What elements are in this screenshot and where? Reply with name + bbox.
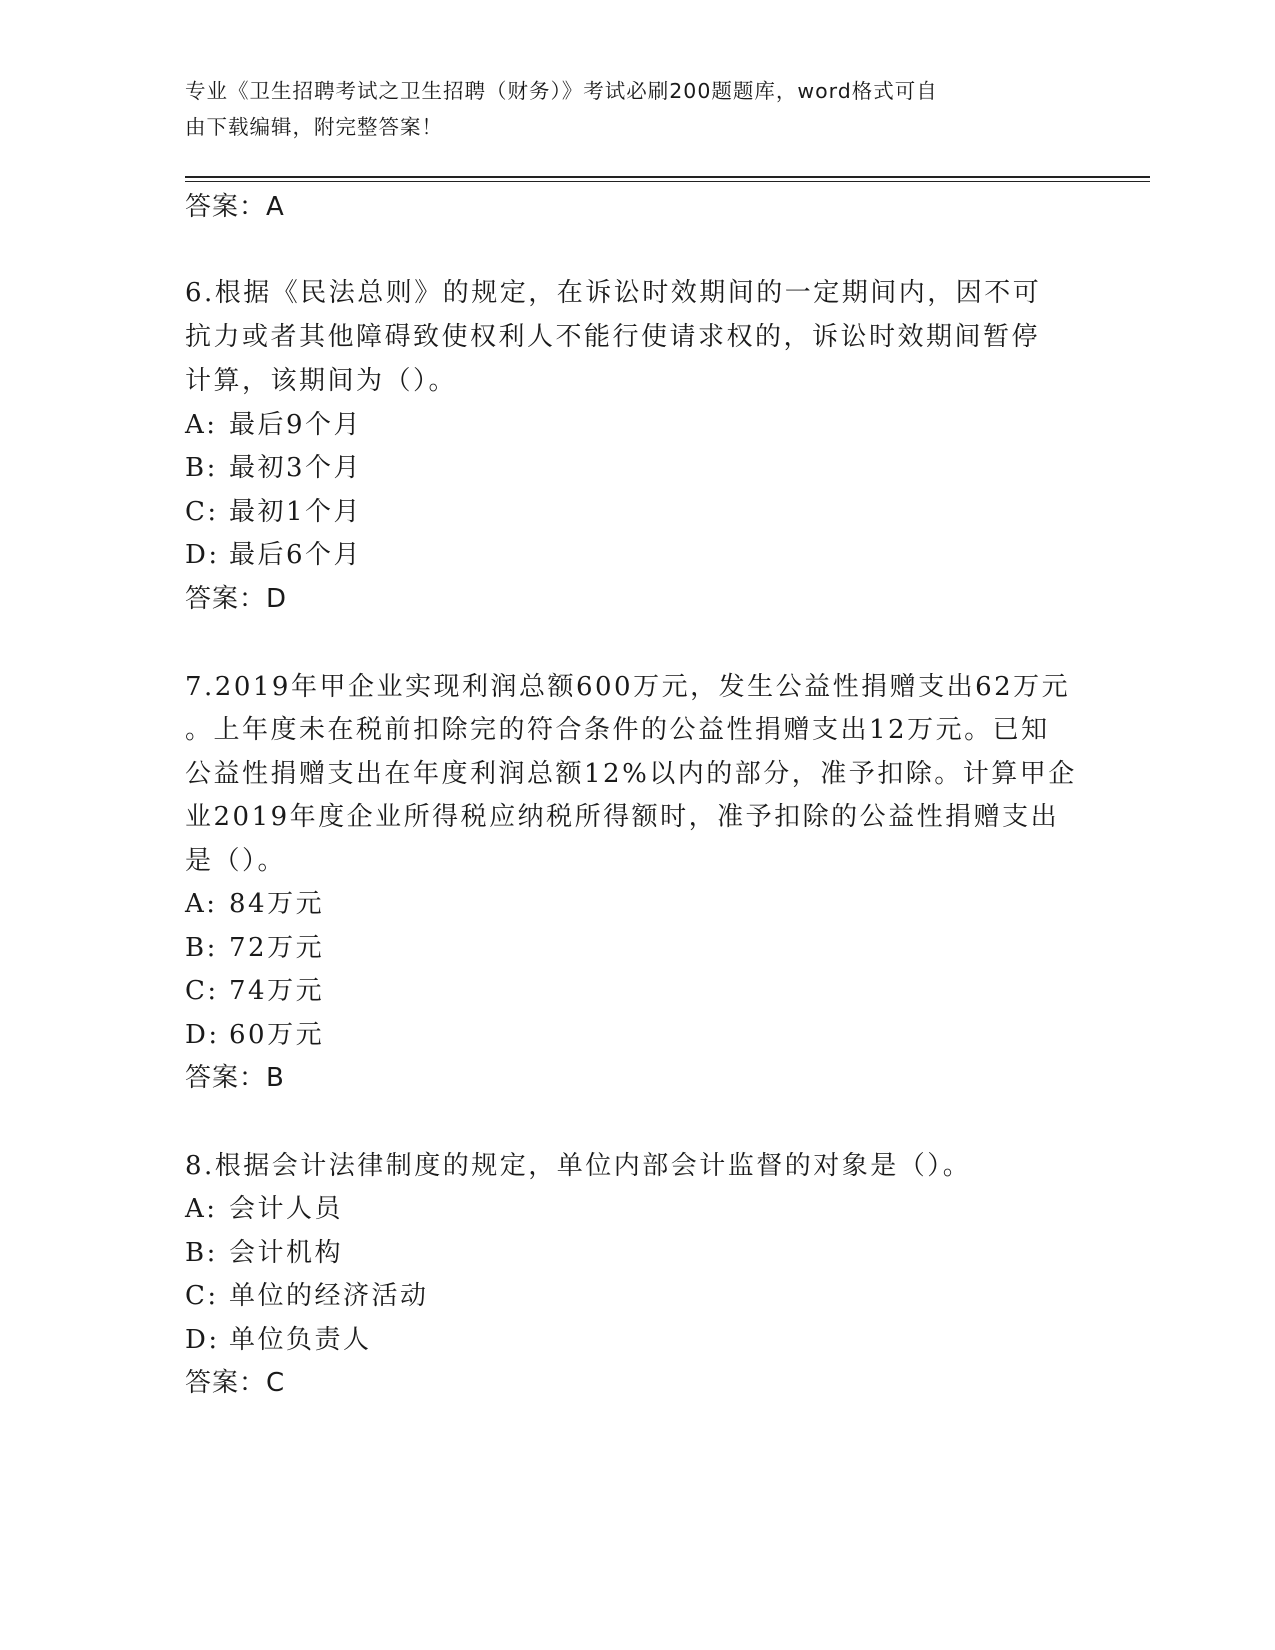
option-text: 60万元: [229, 1020, 325, 1050]
header-rule-thick: [185, 176, 1150, 178]
q7-option-d: [185, 1014, 324, 1051]
q8-option-a: [185, 1188, 343, 1225]
option-letter: A:: [185, 410, 218, 440]
q8-option-d: [185, 1319, 372, 1356]
q6-text-line-3: 计算，该期间为（）。: [185, 366, 458, 396]
header-rule-thin: [185, 181, 1150, 182]
answer-previous: 答案：A: [185, 192, 285, 222]
option-letter: D:: [185, 1325, 220, 1355]
q6-text-line-1: 6.根据《民法总则》的规定，在诉讼时效期间的一定期间内，因不可: [185, 278, 1042, 308]
q8-text-line-1: 8.根据会计法律制度的规定，单位内部会计监督的对象是（）。: [185, 1151, 972, 1181]
option-text: 会计人员: [229, 1194, 344, 1224]
q7-text-line-1: 7.2019年甲企业实现利润总额600万元，发生公益性捐赠支出62万元: [185, 672, 1071, 702]
option-text: 最初3个月: [229, 453, 363, 483]
q8-option-c: [185, 1275, 429, 1312]
header-line-1: 专业《卫生招聘考试之卫生招聘（财务）》考试必刷200题题库，word格式可自: [185, 79, 938, 103]
option-letter: A:: [185, 1194, 218, 1224]
option-text: 84万元: [229, 889, 325, 919]
option-text: 会计机构: [229, 1238, 344, 1268]
q7-text-line-3: 公益性捐赠支出在年度利润总额12%以内的部分，准予扣除。计算甲企: [185, 759, 1077, 789]
q8-answer: 答案：C: [185, 1368, 286, 1398]
q7-text-line-4: 业2019年度企业所得税应纳税所得额时，准予扣除的公益性捐赠支出: [185, 802, 1060, 832]
option-letter: B:: [185, 453, 218, 483]
header-line-2: 由下载编辑，附完整答案！: [185, 115, 443, 139]
option-letter: B:: [185, 933, 218, 963]
q6-option-c: [185, 491, 362, 528]
option-letter: C:: [185, 1281, 219, 1311]
q7-option-b: [185, 927, 324, 964]
option-letter: D:: [185, 540, 220, 570]
q6-option-b: [185, 447, 362, 484]
option-text: 最初1个月: [229, 497, 363, 527]
option-letter: D:: [185, 1020, 220, 1050]
page-header: [185, 73, 1065, 145]
q6-option-d: [185, 534, 362, 571]
option-text: 最后9个月: [229, 410, 363, 440]
option-text: 最后6个月: [229, 540, 363, 570]
q6-answer: 答案：D: [185, 584, 288, 614]
q8-option-b: [185, 1232, 343, 1269]
q7-option-c: [185, 970, 324, 1007]
option-text: 单位负责人: [229, 1325, 372, 1355]
q6-option-a: [185, 404, 362, 441]
option-letter: A:: [185, 889, 218, 919]
option-letter: C:: [185, 976, 219, 1006]
option-text: 72万元: [229, 933, 325, 963]
option-letter: C:: [185, 497, 219, 527]
q7-answer: 答案：B: [185, 1063, 285, 1093]
q6-text-line-2: 抗力或者其他障碍致使权利人不能行使请求权的，诉讼时效期间暂停: [185, 322, 1041, 352]
option-text: 74万元: [229, 976, 325, 1006]
q7-text-line-2: 。上年度未在税前扣除完的符合条件的公益性捐赠支出12万元。已知: [185, 715, 1050, 745]
option-letter: B:: [185, 1238, 218, 1268]
q7-option-a: [185, 883, 324, 920]
q7-text-line-5: 是（）。: [185, 846, 287, 876]
option-text: 单位的经济活动: [229, 1281, 429, 1311]
